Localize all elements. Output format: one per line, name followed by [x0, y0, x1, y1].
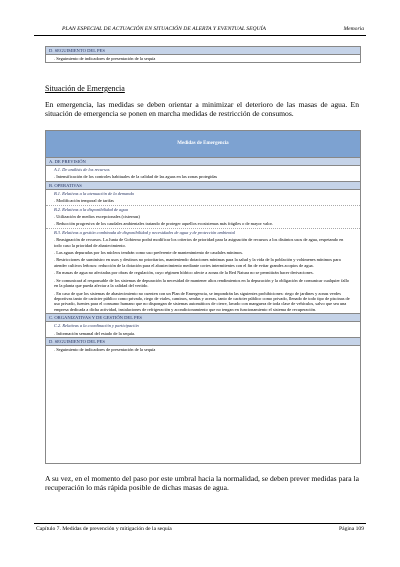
table-row: . Reasignación de recursos. La Junta de Gobierno podrá modificar los criterios de prioridad para la asignación de recursos a los distintos usos de agua, respetando en todo caso la prioridad de abastecimiento.	[54, 237, 344, 248]
table-row: . En masas de agua no afectadas por obras de regulación, cuyo régimen hídrico afecte a zonas de la Red Natura no se permitirán hacer derivaciones.	[54, 270, 314, 276]
table-row: . Seguimiento de indicadores de presentación de la sequía	[54, 56, 156, 61]
section-d-header: D. SEGUIMIENTO DEL PES	[46, 338, 360, 346]
footer-chapter: Capítulo 7. Medidas de prevención y mitigación de la sequía	[36, 526, 172, 532]
table-row: . Reducción progresiva de los caudales ambientales tratando de proteger aquellos ecosistemas más frágiles o de mayor valor.	[54, 221, 273, 227]
section-b-header: B. OPERATIVAS	[46, 182, 360, 190]
subsection-b3-block	[46, 228, 360, 313]
emergency-measures-table	[45, 130, 361, 464]
table-row: . Intensificación de los controles habituales de la calidad de las aguas en las zonas protegidas	[54, 174, 218, 180]
subsection-b2-block	[46, 205, 360, 228]
table-row: . Se comunicará al responsable de los sistemas de depuración la necesidad de mantener altos rendimientos en la depuración y la obligación de comunicar cualquier fallo en la planta que pueda afectar a la calidad del vertido.	[54, 277, 350, 289]
paragraph-intro: En emergencia, las medidas se deben orientar a minimizar el deterioro de las masas de agua. En situación de emergencia se ponen en marcha medidas de restricción de consumos.	[45, 100, 359, 119]
table-row: . Utilización de medios excepcionales (cisternas)	[54, 214, 140, 220]
subsection-c2: C.2. Relativas a la coordinación y participación	[54, 323, 139, 329]
table-row: . Las aguas depuradas por los núcleos tendrán como uso preferente de mantenimiento de caudales mínimos.	[54, 250, 244, 256]
table-row: . Modificación temporal de tarifas	[54, 198, 114, 204]
section-c-header: C. ORGANIZATIVAS Y DE GESTIÓN DEL PES	[46, 314, 360, 322]
subsection-b2: B.2. Relativas a la disponibilidad de agua	[54, 206, 128, 212]
page-header	[34, 23, 366, 36]
block-b	[46, 182, 360, 314]
table-row: . Información semanal del estado de la sequía.	[54, 330, 136, 336]
subsection-a1: A.1. De análisis de los recursos	[54, 167, 110, 172]
block-c	[46, 314, 360, 338]
table-title: Medidas de Emergencia	[46, 131, 360, 158]
subsection-b3: B.3. Relativas a gestión combinada de disponibilidad y necesidades de agua y de protección ambiental	[54, 229, 236, 235]
table-section-d: D. SEGUIMIENTO DEL PES	[46, 47, 360, 55]
table-row: . Seguimiento de indicadores de presentación de la sequía	[54, 346, 156, 352]
section-heading: Situación de Emergencia	[45, 84, 125, 93]
followup-table	[45, 46, 361, 63]
section-a-header: A. DE PREVISIÓN	[46, 158, 360, 166]
page-footer	[34, 523, 366, 532]
table-row: . En caso de que los sistemas de abastecimiento no cuenten con un Plan de Emergencia, se impondrán las siguientes prohibiciones: riego de jardines y zonas verdes deportivas tanto de carácter público como privado, riego de viales, caminos, sendas y aceras, tanto de carácter público como privado, llenado de todo tipo de piscinas de uso privado, fuentes para el consumo humano que no dispongan de sistemas automáticos de cierre, lavado con manguera de toda clase de vehículos, salvo que sea una empresa dedicada a dicha actividad, instalaciones de refrigeración y acondicionamiento que no tengan en funcionamiento el sistema de recuperación.	[54, 290, 350, 312]
header-title: PLAN ESPECIAL DE ACTUACIÓN EN SITUACIÓN DE ALERTA Y EVENTUAL SEQUÍA	[62, 26, 266, 32]
paragraph-recovery: A su vez, en el momento del paso por este umbral hacia la normalidad, se deben prever medidas para la recuperación lo más rápida posible de dichas masas de agua.	[45, 474, 359, 493]
subsection-b1: B.1. Relativas a la atenuación de la demanda	[54, 190, 134, 196]
block-a	[46, 158, 360, 182]
header-section: Memoria	[343, 26, 364, 32]
footer-page-number: Página 109	[338, 526, 364, 532]
block-d	[46, 338, 360, 353]
table-row: . Restricciones de suministro en usos y destinos no prioritarios, manteniendo dotaciones mínimas para la salud y la vida de la población y volúmenes mínimos para atender cultivos leñosos: reducción de la dotación para el abastecimiento mediante cortes intermitentes con el fin de evitar grandes acopios de agua.	[54, 257, 341, 268]
